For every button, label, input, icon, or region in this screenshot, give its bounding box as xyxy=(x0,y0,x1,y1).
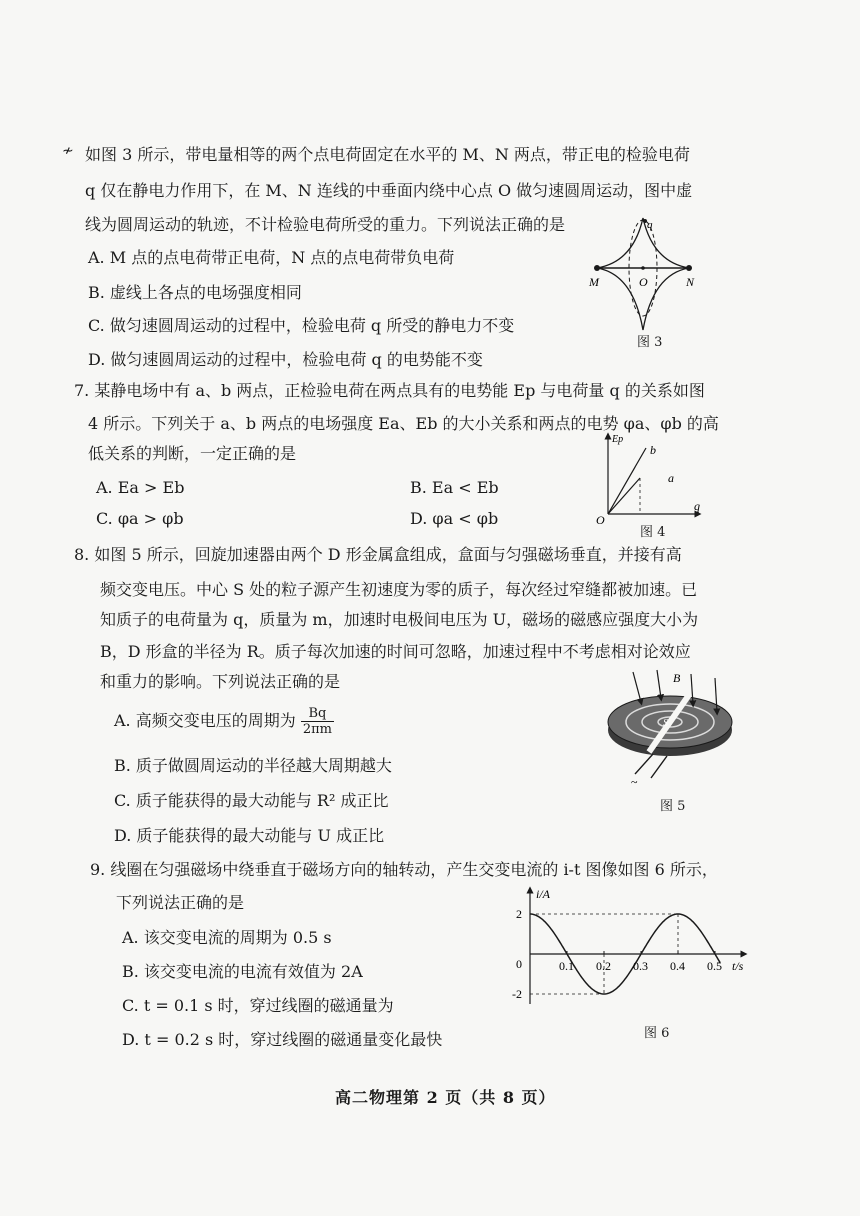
q7-line-2: 4 所示。下列关于 a、b 两点的电场强度 Ea、Eb 的大小关系和两点的电势 φa、φb 的高 xyxy=(88,414,719,433)
figure-3-charge-n xyxy=(686,265,692,271)
q7-option-c: C. φa > φb xyxy=(96,509,184,528)
figure-4-a-label: a xyxy=(668,471,674,485)
figure-5-ac-label: ~ xyxy=(631,775,638,788)
q9-option-d: D. t = 0.2 s 时，穿过线圈的磁通量变化最快 xyxy=(122,1030,443,1049)
figure-6 xyxy=(510,884,760,1014)
figure-6-tick-label: 0.4 xyxy=(670,959,685,973)
q8-fraction-numerator: Bq xyxy=(301,706,334,722)
figure-6-tick-label: 0.2 xyxy=(596,959,611,973)
figure-4-b-label: b xyxy=(650,443,656,457)
q9-option-a: A. 该交变电流的周期为 0.5 s xyxy=(122,928,332,947)
q6-option-d: D. 做匀速圆周运动的过程中，检验电荷 q 的电势能不变 xyxy=(88,350,483,369)
figure-3 xyxy=(585,212,705,348)
figure-3-m-label: M xyxy=(589,275,599,289)
q6-option-a: A. M 点的点电荷带正电荷，N 点的点电荷带负电荷 xyxy=(88,248,455,267)
figure-5 xyxy=(595,668,745,788)
q6-line-3: 线为圆周运动的轨迹，不计检验电荷所受的重力。下列说法正确的是 xyxy=(85,215,566,234)
figure-4-caption: 图 4 xyxy=(640,525,666,540)
q8-line-4: B，D 形盒的半径为 R。质子每次加速的时间可忽略，加速过程中不考虑相对论效应 xyxy=(100,642,691,661)
q8-line-3: 知质子的电荷量为 q，质量为 m，加速时电极间电压为 U，磁场的磁感应强度大小为 xyxy=(100,610,699,629)
q8-fraction-denominator: 2πm xyxy=(302,722,332,737)
figure-3-outline xyxy=(597,218,689,330)
figure-3-charge-m xyxy=(594,265,600,271)
figure-3-o-label: O xyxy=(639,275,648,289)
q6-option-b: B. 虚线上各点的电场强度相同 xyxy=(88,283,302,302)
q8-option-c: C. 质子能获得的最大动能与 R² 成正比 xyxy=(114,791,389,810)
q9-line-2: 下列说法正确的是 xyxy=(116,893,245,912)
figure-6-x-label: t/s xyxy=(732,959,744,973)
figure-4-line-a xyxy=(608,478,640,514)
figure-6-y-top-label: 2 xyxy=(516,907,522,921)
q9-option-b: B. 该交变电流的电流有效值为 2A xyxy=(122,962,363,981)
figure-6-tick-label: 0.5 xyxy=(707,959,722,973)
figure-5-field-arrow-1 xyxy=(633,672,641,702)
figure-4-q-label: q xyxy=(694,499,700,513)
q8-line-2: 频交变电压。中心 S 处的粒子源产生初速度为零的质子，每次经过窄缝都被加速。已 xyxy=(100,580,698,599)
q6-option-c: C. 做匀速圆周运动的过程中，检验电荷 q 所受的静电力不变 xyxy=(88,316,515,335)
q6-line-2: q 仅在静电力作用下，在 M、N 连线的中垂面内绕中心点 O 做匀速圆周运动，图中虚 xyxy=(85,181,693,200)
q9-line-1: 9. 线圈在匀强磁场中绕垂直于磁场方向的轴转动，产生交变电流的 i-t 图像如图 6 所示， xyxy=(90,860,718,879)
q7-line-3: 低关系的判断，一定正确的是 xyxy=(88,444,297,463)
figure-3-caption: 图 3 xyxy=(637,335,663,350)
figure-6-tick-label: 0.3 xyxy=(633,959,648,973)
figure-6-tick-label: 0.1 xyxy=(559,959,574,973)
figure-3-n-label: N xyxy=(686,275,695,289)
q8-line-5: 和重力的影响。下列说法正确的是 xyxy=(100,672,341,691)
figure-5-b-label: B xyxy=(673,671,681,685)
figure-3-q-label: q xyxy=(647,219,653,231)
figure-4-origin-label: O xyxy=(596,513,605,526)
figure-5-s-label: S xyxy=(663,718,668,729)
figure-5-lead-2 xyxy=(651,756,667,778)
q8-option-a-fraction xyxy=(301,706,334,737)
q8-option-a-text: A. 高频交变电压的周期为 xyxy=(114,711,301,730)
q7-line-1: 7. 某静电场中有 a、b 两点，正检验电荷在两点具有的电势能 Ep 与电荷量 q 的关系如图 xyxy=(74,381,705,400)
figure-5-caption: 图 5 xyxy=(660,799,686,814)
q8-option-d: D. 质子能获得的最大动能与 U 成正比 xyxy=(114,826,385,845)
figure-5-lead-1 xyxy=(635,754,653,774)
figure-5-field-arrow-2 xyxy=(657,670,661,698)
page-footer: 高二物理第 2 页（共 8 页） xyxy=(335,1088,556,1107)
figure-6-y-label: i/A xyxy=(536,887,550,901)
q7-option-d: D. φa < φb xyxy=(410,509,499,528)
q8-option-b: B. 质子做圆周运动的半径越大周期越大 xyxy=(114,756,392,775)
figure-3-center-o xyxy=(641,266,645,270)
figure-6-caption: 图 6 xyxy=(644,1026,670,1041)
figure-6-origin-label: 0 xyxy=(516,957,522,971)
figure-6-y-bottom-label: -2 xyxy=(512,987,522,1001)
q7-option-a: A. Ea > Eb xyxy=(96,478,185,497)
figure-4 xyxy=(594,430,706,526)
figure-4-ep-label: Ep xyxy=(612,434,624,445)
margin-mark: ≁ xyxy=(62,143,74,159)
q8-line-1: 8. 如图 5 所示，回旋加速器由两个 D 形金属盒组成，盒面与匀强磁场垂直，并接有高 xyxy=(74,545,682,564)
q8-option-a xyxy=(114,706,334,737)
q9-option-c: C. t = 0.1 s 时，穿过线圈的磁通量为 xyxy=(122,996,394,1015)
q7-option-b: B. Ea < Eb xyxy=(410,478,499,497)
q6-line-1: 如图 3 所示，带电量相等的两个点电荷固定在水平的 M、N 两点，带正电的检验电荷 xyxy=(85,145,690,164)
